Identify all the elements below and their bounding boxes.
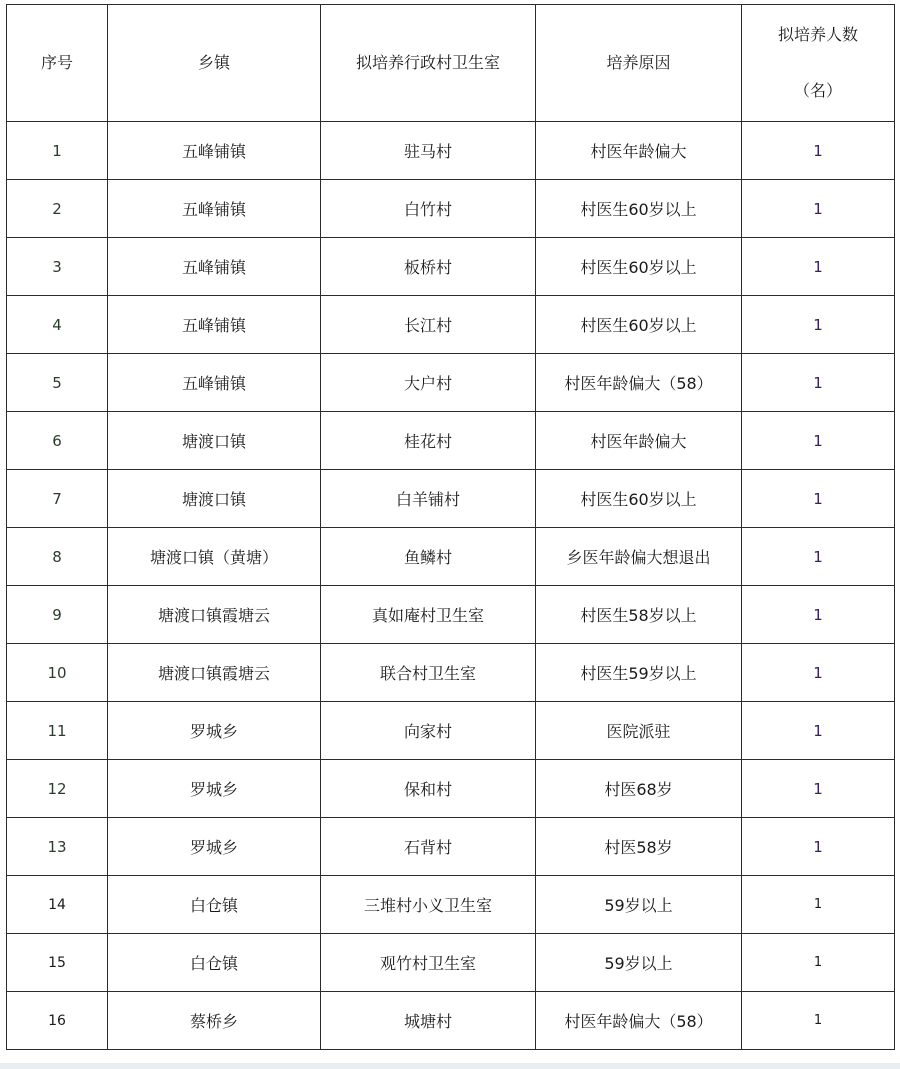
cell-count: 1 xyxy=(742,412,895,470)
cell-count: 1 xyxy=(742,992,895,1050)
cell-reason: 59岁以上 xyxy=(536,876,742,934)
cell-clinic: 石背村 xyxy=(321,818,536,876)
cell-count: 1 xyxy=(742,644,895,702)
cell-clinic: 向家村 xyxy=(321,702,536,760)
cell-reason: 村医年龄偏大 xyxy=(536,122,742,180)
cell-reason: 村医生60岁以上 xyxy=(536,296,742,354)
table-row xyxy=(7,992,895,1050)
header-count-line1: 拟培养人数 xyxy=(777,25,858,44)
cell-count: 1 xyxy=(742,528,895,586)
cell-clinic: 大户村 xyxy=(321,354,536,412)
cell-clinic: 观竹村卫生室 xyxy=(321,934,536,992)
cell-town: 五峰铺镇 xyxy=(108,296,321,354)
cell-seq: 9 xyxy=(7,586,108,644)
cell-clinic: 真如庵村卫生室 xyxy=(321,586,536,644)
table-row xyxy=(7,702,895,760)
cell-town: 白仓镇 xyxy=(108,934,321,992)
cell-clinic: 板桥村 xyxy=(321,238,536,296)
cell-count: 1 xyxy=(742,470,895,528)
table-row xyxy=(7,238,895,296)
cell-clinic: 联合村卫生室 xyxy=(321,644,536,702)
cell-seq: 11 xyxy=(7,702,108,760)
table-row xyxy=(7,934,895,992)
table-header xyxy=(7,5,895,122)
cell-reason: 村医生60岁以上 xyxy=(536,238,742,296)
cell-reason: 医院派驻 xyxy=(536,702,742,760)
cell-count: 1 xyxy=(742,876,895,934)
table-row xyxy=(7,470,895,528)
cell-count: 1 xyxy=(742,934,895,992)
table-body xyxy=(7,122,895,1050)
cell-clinic: 三堆村小义卫生室 xyxy=(321,876,536,934)
cell-seq: 14 xyxy=(7,876,108,934)
cell-town: 罗城乡 xyxy=(108,702,321,760)
header-count-line2: （名） xyxy=(793,81,842,100)
cell-count: 1 xyxy=(742,586,895,644)
cell-clinic: 长江村 xyxy=(321,296,536,354)
cell-seq: 3 xyxy=(7,238,108,296)
cell-count: 1 xyxy=(742,238,895,296)
table-row xyxy=(7,296,895,354)
cell-reason: 村医生60岁以上 xyxy=(536,180,742,238)
cell-town: 塘渡口镇（黄塘） xyxy=(108,528,321,586)
cell-seq: 15 xyxy=(7,934,108,992)
cell-town: 塘渡口镇 xyxy=(108,470,321,528)
cell-seq: 4 xyxy=(7,296,108,354)
cell-town: 五峰铺镇 xyxy=(108,180,321,238)
header-clinic: 拟培养行政村卫生室 xyxy=(321,5,536,122)
cell-town: 五峰铺镇 xyxy=(108,354,321,412)
cell-reason: 村医生59岁以上 xyxy=(536,644,742,702)
cell-seq: 5 xyxy=(7,354,108,412)
cell-count: 1 xyxy=(742,296,895,354)
table-row xyxy=(7,122,895,180)
cell-count: 1 xyxy=(742,180,895,238)
cell-clinic: 驻马村 xyxy=(321,122,536,180)
cell-town: 白仓镇 xyxy=(108,876,321,934)
cell-reason: 乡医年龄偏大想退出 xyxy=(536,528,742,586)
header-reason: 培养原因 xyxy=(536,5,742,122)
cell-clinic: 鱼鳞村 xyxy=(321,528,536,586)
cell-clinic: 白竹村 xyxy=(321,180,536,238)
table-row xyxy=(7,818,895,876)
cell-seq: 16 xyxy=(7,992,108,1050)
cell-town: 五峰铺镇 xyxy=(108,122,321,180)
cell-town: 塘渡口镇霞塘云 xyxy=(108,644,321,702)
cell-seq: 10 xyxy=(7,644,108,702)
cell-reason: 59岁以上 xyxy=(536,934,742,992)
cell-seq: 13 xyxy=(7,818,108,876)
cell-reason: 村医年龄偏大（58） xyxy=(536,992,742,1050)
table-row xyxy=(7,354,895,412)
cell-reason: 村医68岁 xyxy=(536,760,742,818)
cell-seq: 2 xyxy=(7,180,108,238)
training-plan-table xyxy=(6,4,895,1050)
cell-count: 1 xyxy=(742,818,895,876)
cell-seq: 8 xyxy=(7,528,108,586)
cell-reason: 村医58岁 xyxy=(536,818,742,876)
cell-reason: 村医生60岁以上 xyxy=(536,470,742,528)
cell-town: 蔡桥乡 xyxy=(108,992,321,1050)
cell-town: 五峰铺镇 xyxy=(108,238,321,296)
header-count xyxy=(742,5,895,122)
cell-town: 罗城乡 xyxy=(108,760,321,818)
table-row xyxy=(7,644,895,702)
cell-town: 塘渡口镇霞塘云 xyxy=(108,586,321,644)
training-plan-table-container xyxy=(6,4,895,1050)
cell-count: 1 xyxy=(742,760,895,818)
cell-count: 1 xyxy=(742,122,895,180)
cell-seq: 1 xyxy=(7,122,108,180)
table-row xyxy=(7,180,895,238)
cell-count: 1 xyxy=(742,354,895,412)
cell-clinic: 白羊铺村 xyxy=(321,470,536,528)
cell-clinic: 桂花村 xyxy=(321,412,536,470)
cell-seq: 6 xyxy=(7,412,108,470)
cell-clinic: 保和村 xyxy=(321,760,536,818)
cell-reason: 村医年龄偏大 xyxy=(536,412,742,470)
header-row xyxy=(7,5,895,122)
header-seq: 序号 xyxy=(7,5,108,122)
table-row xyxy=(7,760,895,818)
cell-town: 罗城乡 xyxy=(108,818,321,876)
bottom-edge-strip xyxy=(0,1063,900,1069)
table-row xyxy=(7,876,895,934)
cell-clinic: 城塘村 xyxy=(321,992,536,1050)
cell-reason: 村医年龄偏大（58） xyxy=(536,354,742,412)
table-row xyxy=(7,412,895,470)
header-town: 乡镇 xyxy=(108,5,321,122)
table-row xyxy=(7,586,895,644)
cell-reason: 村医生58岁以上 xyxy=(536,586,742,644)
cell-seq: 7 xyxy=(7,470,108,528)
cell-seq: 12 xyxy=(7,760,108,818)
table-row xyxy=(7,528,895,586)
cell-count: 1 xyxy=(742,702,895,760)
cell-town: 塘渡口镇 xyxy=(108,412,321,470)
